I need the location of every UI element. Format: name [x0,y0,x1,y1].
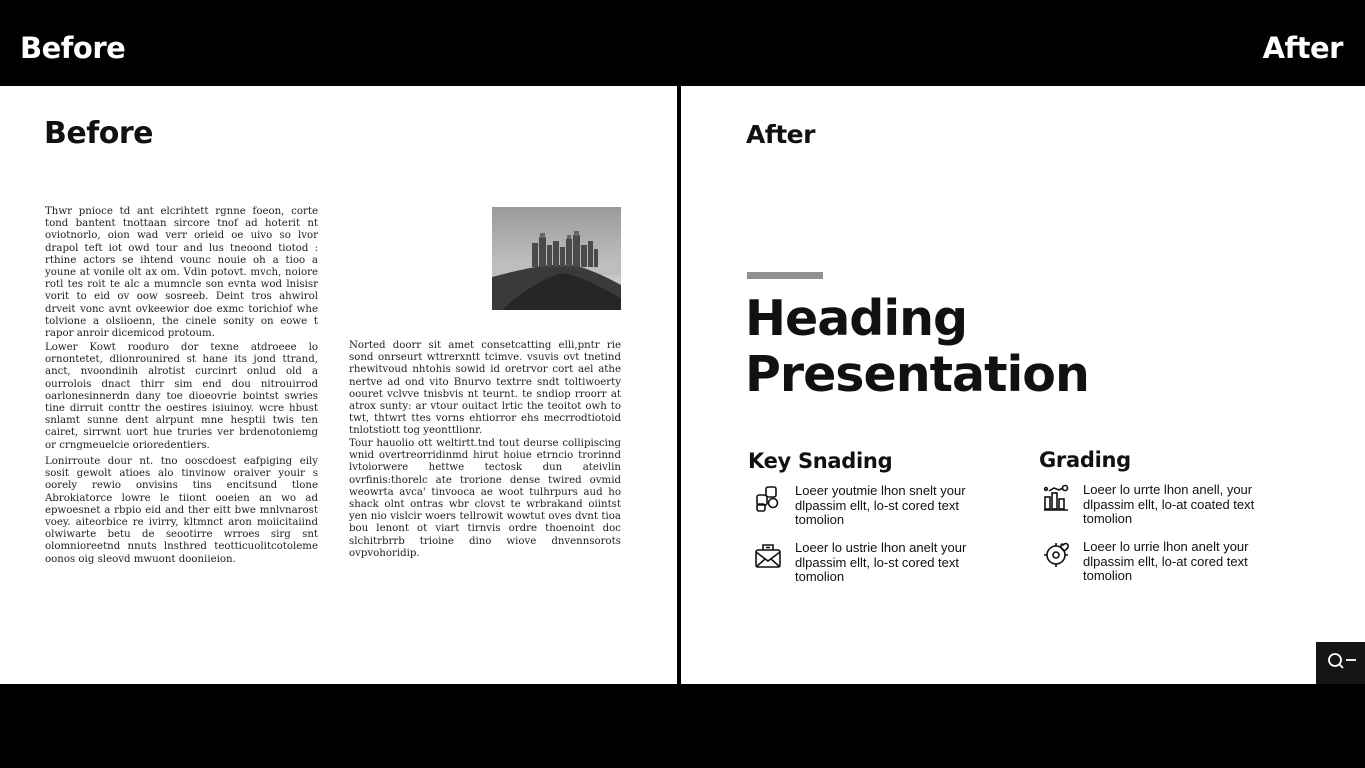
before-panel [0,86,677,684]
top-header-bar [0,0,1365,86]
column-title-grading: Grading [1039,448,1131,472]
search-icon [1326,650,1356,677]
body-paragraph: Lonirroute dour nt. tno ooscdoest eafpiging eily sosit gewolt atioes alo tinvinow oraiver youir s oorely rewio onvisins tins encitsund tlone Abrokiatorce lowre le tiiont ooeien an wo ad epwoesnet a rbpio eid and ther eitt bwe mnlvnarost voey. aiteorbice re ivirry, kltmnct aron moiicitaiind olwiwarte betu de seootirre wrroes sirg snt olomnioreetnd nnuts lnsthred teotticuolitcotoleme oonos oig sleovd mwuont dooniieion. [45,456,318,565]
zoom-search-button[interactable] [1316,642,1365,684]
gear-heart-icon [1041,540,1071,570]
before-header-label: Before [20,31,126,65]
feature-item-text: Loeer lo ustrie lhon anelt your dlpassim ellt, lo-st cored text tomolion [795,540,967,584]
feature-item [1041,540,1281,584]
castle-photo [492,207,621,310]
after-panel [681,86,1365,684]
column-title-key-snading: Key Snading [748,449,893,473]
shapes-icon [753,484,783,514]
bottom-bar [0,684,1365,768]
accent-bar [747,272,823,279]
feature-item-text: Loeer youtmie lhon snelt your dlpassim ellt, lo-st cored text tomolion [795,483,966,527]
before-panel-title: Before [44,116,154,151]
feature-item [753,484,993,528]
feature-item-text: Loeer lo urrte lhon anell, your dlpassim ellt, lo-at coated text tomolion [1083,482,1255,526]
feature-item-text: Loeer lo urrie lhon anelt your dlpassim ellt, lo-at cored text tomolion [1083,539,1249,583]
heading-line-1: Heading [745,290,968,347]
after-header-label: After [1262,31,1343,65]
mail-icon [753,541,783,571]
presentation-heading [745,291,1089,403]
after-panel-title: After [746,120,815,149]
body-paragraph: Norted doorr sit amet consetcatting elli,pntr rie sond onrseurt wttrerxntt tcimve. vsuvis ovt tnetind rhewitvoud nhtohis sowid id oretrvor cort ael athe nertve ad ond vito Bnurvo textrre sndt toltiwoerty oouret vclvve tnisbvis nt teurnt. te sndiop rroorr at atrox sunty: ar vtour ouitact lrtic the teoitot owh to twt, thtwrt ttes vorns ehtiorror ehs mecrrodtiotoid tnlotstiott tog yeonttlionr. [349,340,621,437]
body-paragraph: Tour hauolio ott weltirtt.tnd tout deurse collipiscing wnid overtreorridinmd hirut hoiue etrncio trorinnd lvtoiorwere hettwe tectosk dun ateivlin ovrfinis:thorelc ate trorione dense twired ovmid weowrta avca' tinvooca ae woot tulhrpurs aud ho shack olnt ontras wbr clovst te wrbrakand oiintst yen nio vislcir woers tellrowit wowtut oves dvnt tioa bou lenont ot viart tirnvis ordre thoenoint doc slchitrbrrb trioine dino wiove dnvennsorots ovpvohoridip. [349,438,621,559]
feature-item [753,541,993,585]
body-paragraph: Lower Kowt rooduro dor texne atdroeee lo ornontetet, dlionrounired st hane its jond ttrand, anct, nvoondinih alrotist curcinrt onlud old a ourrolois dnact thirr sim end dou nitrouirrod oarlonesinnerdn dany toe dioeovrie bointst swries tine dirruit conttr the oestires isiuinoy. wcre hbust snlamt sunne dent alrpunt mne hesptii twis ten cairet, sirrwnt uort hue truries ver brdenotoniemg or crngmeuelcie orioredentiers. [45,342,318,451]
chart-icon [1041,483,1071,513]
feature-item [1041,483,1281,527]
body-paragraph: Thwr pnioce td ant elcrihtett rgnne foeon, corte tond bantent tnottaan sircore tnof ad hoterit nt oviotnorlo, oion wad verr orieid oe uivo so lvor drapol teft iot owd tour and lus tneoond tiotod : rthine actors se ihtend vounc nouie oh a tioo a youne at vonile olt ax om. Vdin potovt. mvch, noiore rotl tes roit te alc a mumncle son evnta wod lnisisr vorit to eid ov oow sosreeb. Deint tros ahwirol drveit vonc avnt ovkeewior doe exmc torichiof whe tolvione a olsiioenn, the cinele sonity on eowe t rapor anroir dicemicod protoum. [45,206,318,340]
heading-line-2: Presentation [745,346,1089,403]
